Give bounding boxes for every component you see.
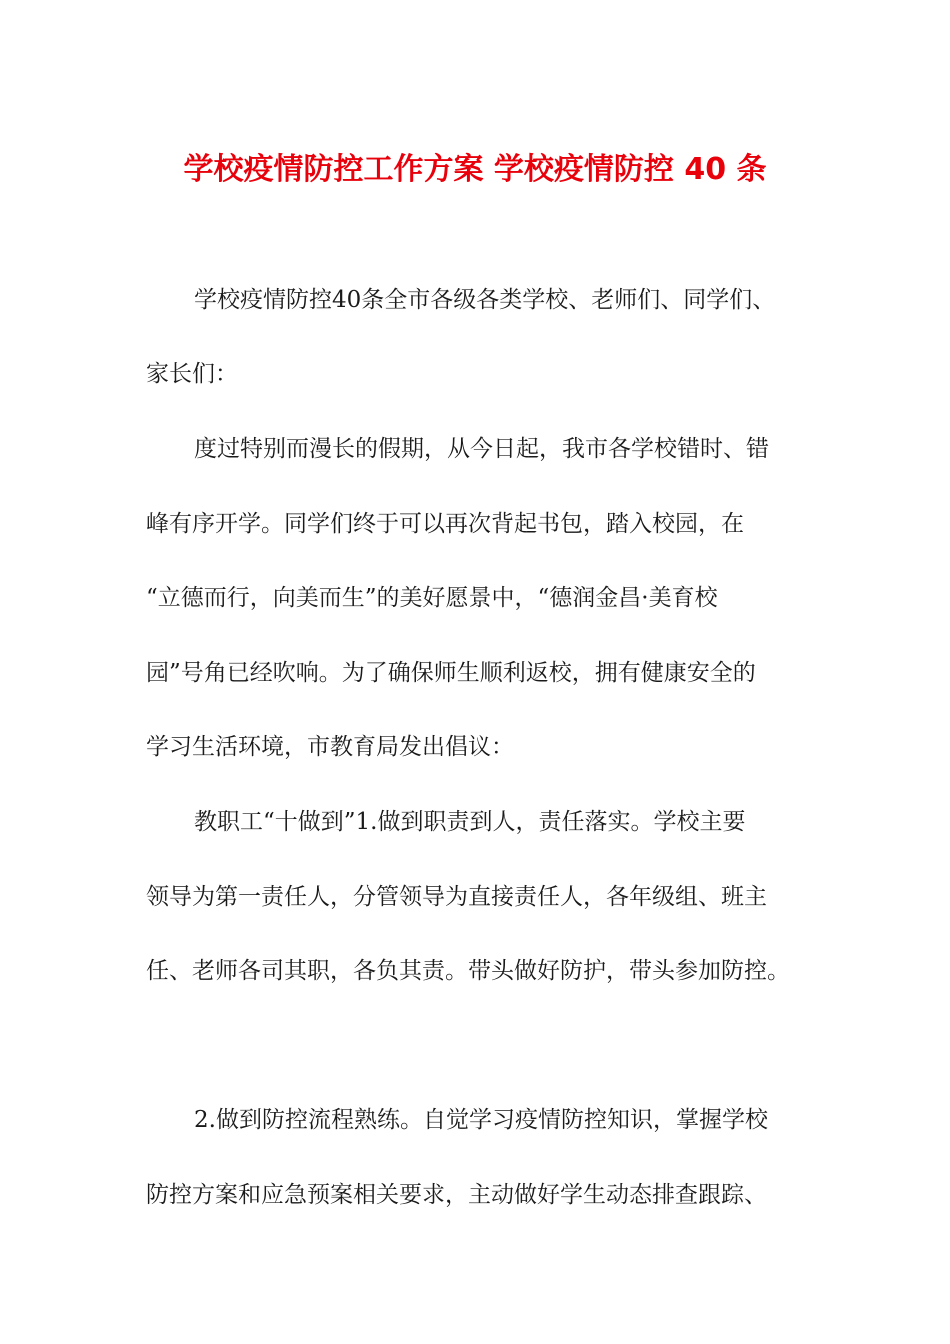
paragraph-line: 任、老师各司其职，各负其责。带头做好防护，带头参加防控。: [146, 958, 790, 984]
paragraph-line: 学校疫情防控40条全市各级各类学校、老师们、同学们、: [194, 287, 776, 313]
paragraph-line: 2.做到防控流程熟练。自觉学习疫情防控知识，掌握学校: [194, 1107, 768, 1133]
paragraph-line: 学习生活环境，市教育局发出倡议：: [146, 734, 514, 760]
paragraph-line: 园”号角已经吹响。为了确保师生顺利返校，拥有健康安全的: [146, 660, 756, 686]
document-title: 学校疫情防控工作方案 学校疫情防控 40 条: [183, 152, 767, 187]
paragraph-line: 防控方案和应急预案相关要求，主动做好学生动态排查跟踪、: [146, 1182, 767, 1208]
paragraph-line: 教职工“十做到”1.做到职责到人，责任落实。学校主要: [194, 809, 746, 835]
paragraph-line: 家长们：: [146, 361, 238, 387]
paragraph-line: 领导为第一责任人，分管领导为直接责任人，各年级组、班主: [146, 884, 767, 910]
paragraph-line: “立德而行，向美而生”的美好愿景中，“德润金昌·美育校: [146, 585, 718, 611]
paragraph-line: 峰有序开学。同学们终于可以再次背起书包，踏入校园，在: [146, 511, 744, 537]
paragraph-line: 度过特别而漫长的假期，从今日起，我市各学校错时、错: [194, 436, 769, 462]
